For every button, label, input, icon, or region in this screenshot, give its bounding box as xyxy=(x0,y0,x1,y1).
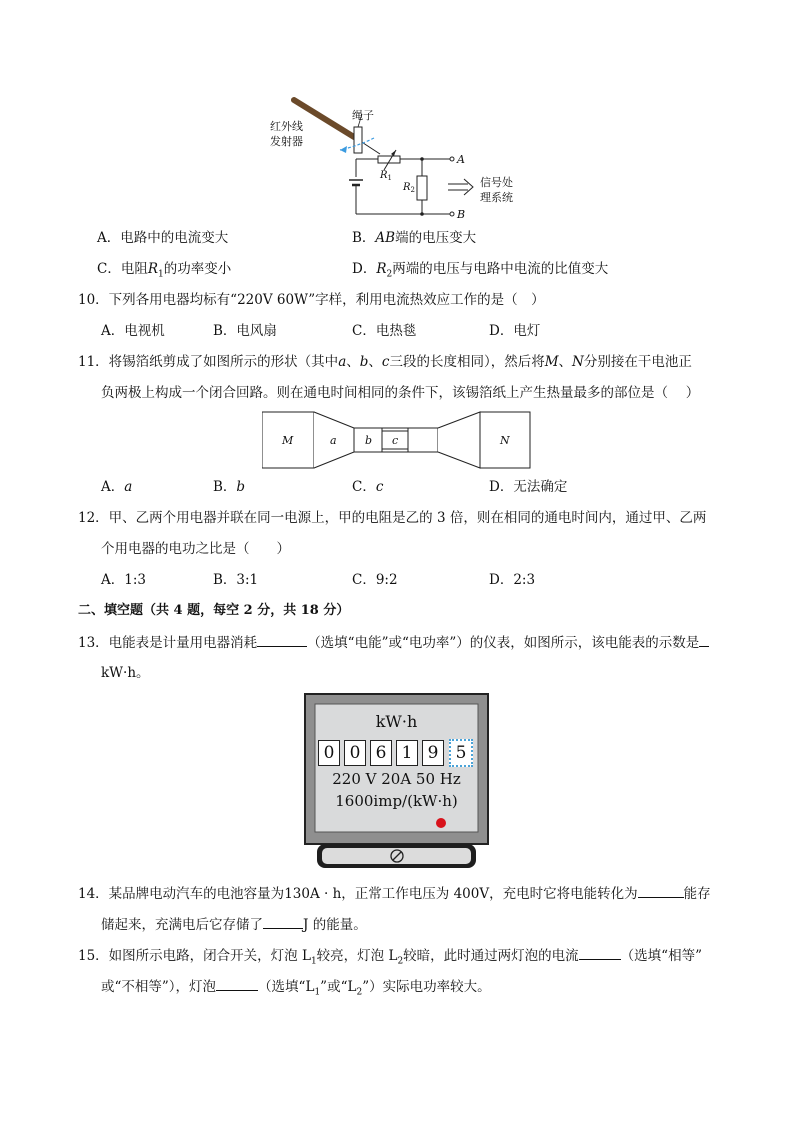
q9-option-c: C．电阻$R_1$的功率变小 xyxy=(97,261,232,280)
q15-stem-line2: 或“不相等”），灯泡 （选填“$L_1$”或“$L_2$”）实际电功率较大。 xyxy=(101,976,491,1003)
q11-stem-line2: 负两极上构成一个闭合回路。则在通电时间相同的条件下，该锡箔纸上产生热量最多的部位是（ ） xyxy=(101,385,700,401)
q9-option-a: A．电路中的电流变大 xyxy=(97,230,229,246)
q10-option-c: C．电热毯 xyxy=(352,323,417,339)
foil-label-b: b xyxy=(365,434,373,447)
q10-option-a: A．电视机 xyxy=(101,323,165,339)
terminal-a xyxy=(450,157,454,161)
electric-meter xyxy=(303,692,490,872)
meter-spec: 220 V 20A 50 Hz xyxy=(332,770,461,788)
q10-option-d: D．电灯 xyxy=(489,323,541,339)
q12-option-b: B．3:1 xyxy=(213,572,259,588)
foil-label-m: M xyxy=(282,434,294,447)
q12-option-d: D．2:3 xyxy=(489,572,536,588)
rope-label: 绳子 xyxy=(352,109,374,122)
r2-resistor xyxy=(417,176,427,200)
meter-digit: 0 xyxy=(344,740,366,766)
foil-figure xyxy=(262,410,532,470)
q11-option-c: C．c xyxy=(352,479,384,495)
q11-option-d: D．无法确定 xyxy=(489,479,568,495)
circuit-figure xyxy=(270,92,540,222)
terminal-b-label: B xyxy=(457,208,466,221)
r2-label: $R_2$ xyxy=(403,182,415,194)
q10-stem: 10．下列各用电器均标有“220V 60W”字样，利用电流热效应工作的是（ ） xyxy=(78,292,545,308)
foil-label-n: N xyxy=(500,434,510,447)
meter-digits xyxy=(315,740,478,766)
signal-label-1: 信号处 xyxy=(480,176,513,189)
q11-stem-line1: 11．将锡箔纸剪成了如图所示的形状（其中a、b、c三段的长度相同），然后将M、N分别接在干电池正 xyxy=(78,354,692,370)
meter-digit: 6 xyxy=(370,740,392,766)
q14-stem-line2: 储起来，充满电后它存储了 J 的能量。 xyxy=(101,914,367,935)
q9-option-b: B．AB端的电压变大 xyxy=(352,230,477,246)
laser-emitter xyxy=(294,100,354,137)
q10-option-b: B．电风扇 xyxy=(213,323,277,339)
q9-option-d: D．$R_2$两端的电压与电路中电流的比值变大 xyxy=(352,261,609,280)
q14-stem-line1: 14．某品牌电动汽车的电池容量为130A · h，正常工作电压为 400V，充电时它将电能转化为 能存 xyxy=(78,883,711,904)
terminal-b xyxy=(450,212,454,216)
meter-unit: kW·h xyxy=(375,712,418,731)
foil-label-a: a xyxy=(330,434,337,447)
q13-stem-line2: kW·h。 xyxy=(101,665,150,681)
meter-imp: 1600imp/(kW·h) xyxy=(335,792,458,810)
q12-option-a: A．1:3 xyxy=(101,572,146,588)
meter-digit-decimal: 5 xyxy=(449,739,473,767)
terminal-a-label: A xyxy=(457,153,465,166)
q12-option-c: C．9:2 xyxy=(352,572,398,588)
q11-option-b: B．b xyxy=(213,479,246,495)
q12-stem-line2: 个用电器的电功之比是（ ） xyxy=(101,541,290,557)
laser-label-1: 红外线 xyxy=(270,120,303,133)
laser-label-2: 发射器 xyxy=(270,135,303,148)
signal-label-2: 理系统 xyxy=(480,191,513,204)
meter-digit: 1 xyxy=(396,740,418,766)
rope xyxy=(354,127,362,153)
meter-digit: 9 xyxy=(422,740,444,766)
q11-option-a: A．a xyxy=(101,479,133,495)
foil-label-c: c xyxy=(392,434,399,447)
q12-stem-line1: 12．甲、乙两个用电器并联在同一电源上，甲的电阻是乙的 3 倍，则在相同的通电时间内，通过甲、乙两 xyxy=(78,510,707,526)
q13-stem-line1: 13．电能表是计量用电器消耗 （选填“电能”或“电功率”）的仪表，如图所示，该电能表的示数是 xyxy=(78,632,709,653)
q15-stem-line1: 15．如图所示电路，闭合开关，灯泡 $L_1$较亮，灯泡 $L_2$较暗，此时通过两灯泡的电流 （选填“相等” xyxy=(78,945,702,972)
r1-label: $R_1$ xyxy=(380,170,392,182)
meter-digit: 0 xyxy=(318,740,340,766)
section-title: 二、填空题（共 4 题，每空 2 分，共 18 分） xyxy=(78,603,350,618)
indicator-light xyxy=(436,818,446,828)
